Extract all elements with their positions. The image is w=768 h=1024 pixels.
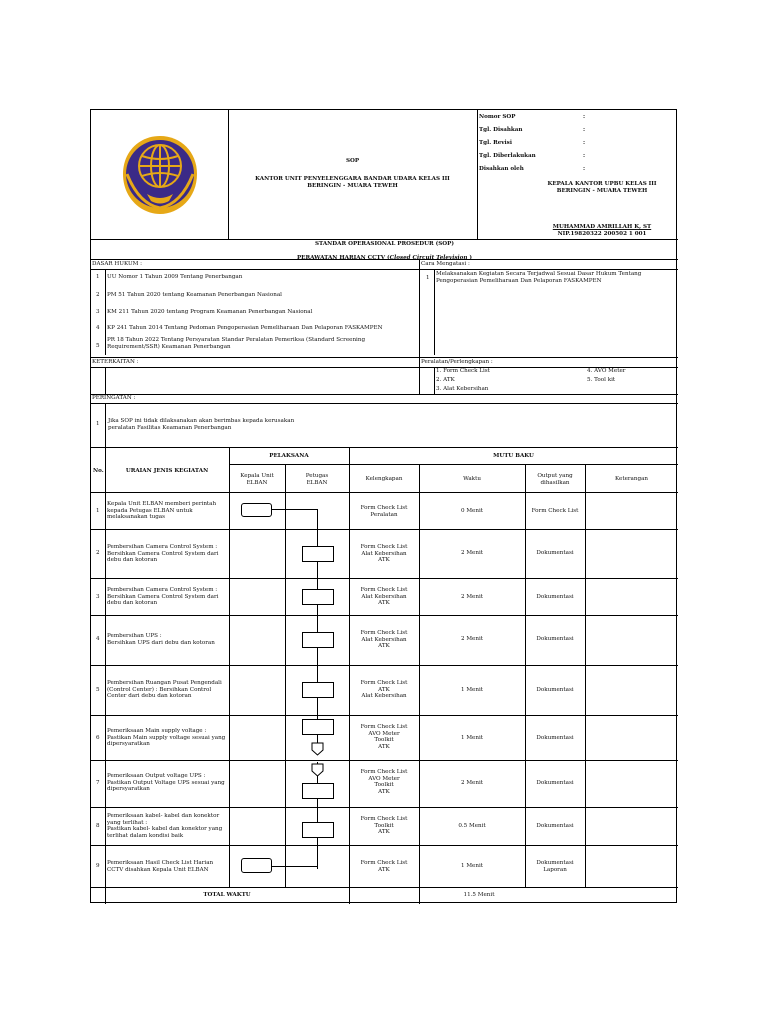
flow-offpage-connector — [311, 741, 324, 755]
flow-process-box — [302, 783, 334, 799]
total-value: 11.5 Menit — [463, 892, 495, 898]
approver-name: MUHAMMAD AMRILLAH K, ST — [552, 224, 652, 230]
flow-start-terminal — [241, 503, 272, 517]
flow-end-terminal — [241, 858, 272, 873]
sop-label: SOP — [345, 158, 360, 164]
sop-title-line2: PERAWATAN HARIAN CCTV (Closed Circuit Television ) — [296, 254, 473, 261]
sop-document: SOP KANTOR UNIT PENYELENGGARA BANDAR UDARA KELAS III BERINGIN - MUARA TEWEH Nomor SOP : Tgl. Disahkan : Tgl. Revisi : Tgl. Diberlakukan : Disahkan oleh : KEPALA KANTOR UPBU KELAS III BERINGIN - MUARA TEWEH MUHAMMAD AMRILLAH K, ST NIP.19820322 200502 1 001 STANDAR OPERASIONAL PROSEDUR (SOP) PERAWATAN HARIAN CCTV (Closed Circuit Television ) DASAR HUKUM : Cara Mengatasi : 1 UU Nomor 1 Tahun 2009 Tentang Penerbangan 2 PM 51 Tahun 2020 tentang Keamanan Penerbangan Nasional 3 KM 211 Tahun 2020 tentang Program Keamanan Penerbangan Nasional 4 KP 241 Tahun 2014 Tentang Pedoman Pengoperasian Pemeliharaan Dan Pelaporan FASKAMPEN 5 PR 18 Tahun 2022 Tentang Persyaratan Standar Peralatan Pemeriksa (Standard Screening Requirement/SSR) Keamanan Penerbangan 1 Melaksanakan Kegiatan Secara Terjadwal Sesuai Dasar Hukum Tentang Pengoperasian Pemeliharaan Dan Pelaporan FASKAMPEN KETERKAITAN : Peralatan/Perlengkapan : 1. Form Check List 2. ATK 3. Alat Kebersihan 4. AVO Meter 5. Tool kit PERINGATAN : 1 Jika SOP ini tidak dilaksanakan akan berimbas kepada kerusakan peralatan Fasilitas Keamanan Penerbangan No. URAIAN JENIS KEGIATAN PELAKSANA Kepala Unit ELBAN Petugas ELBAN MUTU BAKU Kelengkapan Waktu Output yang dihasilkan Keterangan 1 Kepala Unit ELBAN memberi perintah kepada Petugas ELBAN untuk melaksanakan tugas Form Check List Peralatan 0 Menit Form Check List 2 Pembersihan Camera Control System : Bersihkan Camera Control System dari debu dan kotoran Form Check List Alat Kebersihan ATK 2 Menit Dokumentasi 3 Pembersihan Camera Control System : Bersihkan Camera Control System dari debu dan kotoran Form Check List Alat Kebersihan ATK 2 Menit Dokumentasi 4 Pembersihan UPS : Bersihkan UPS dari debu dan kotoran Form Check List Alat Kebersihan ATK 2 Menit Dokumentasi 5 Pembersihan Ruangan Pusat Pengendali (Control Center) : Bersihkan Control Center dari debu dan kotoran Form Check List ATK Alat Kebersihan 1 Menit Dokumentasi 6 Pemeriksaan Main supply voltage : Pastikan Main supply voltage sesuai yang dipersyaratkan Form Check List AVO Meter Toolkit ATK 1 Menit Dokumentasi 7 Pemeriksaan Output voltage UPS : Pastikan Output Voltage UPS sesuai yang dipersyaratkan Form Check List AVO Meter Toolkit ATK 2 Menit Dokumentasi 8 Pemeriksaan kabel- kabel dan konektor yang terlihat : Pastikan kabel- kabel dan konektor yang terlihat dalam kondisi baik Form Check List Toolkit ATK 0.5 Menit Dokumentasi 9 Pemeriksaan Hasil Check List Harian CCTV disahkan Kepala Unit ELBAN Form Check List ATK 1 Menit Dokumentasi Laporan TOTAL WAKTU 11.5 Menit — [90, 109, 677, 903]
approver-nip: NIP.19820322 200502 1 001 — [557, 231, 647, 237]
approver-title: KEPALA KANTOR UPBU KELAS III BERINGIN - MUARA TEWEH — [547, 181, 657, 194]
total-label: TOTAL WAKTU — [203, 892, 251, 898]
peringatan-label: PERINGATAN : — [92, 395, 136, 401]
flow-process-box — [302, 546, 334, 562]
office-name: KANTOR UNIT PENYELENGGARA BANDAR UDARA KELAS III BERINGIN - MUARA TEWEH — [255, 176, 450, 189]
flow-offpage-connector — [311, 762, 324, 776]
flow-process-box — [302, 822, 334, 838]
logo — [119, 124, 201, 224]
peringatan-no: 1 — [96, 421, 100, 427]
flow-process-box — [302, 632, 334, 648]
flow-process-box — [302, 589, 334, 605]
keterkaitan-label: KETERKAITAN : — [92, 359, 139, 365]
sop-title-line1: STANDAR OPERASIONAL PROSEDUR (SOP) — [314, 241, 455, 247]
cara-mengatasi-label: Cara Mengatasi : — [421, 261, 470, 267]
flow-process-box — [302, 682, 334, 698]
peringatan-text: Jika SOP ini tidak dilaksanakan akan berimbas kepada kerusakan peralatan Fasilitas Keamanan Penerbangan — [108, 418, 295, 431]
flow-process-box — [302, 719, 334, 735]
dasar-hukum-label: DASAR HUKUM : — [92, 261, 143, 267]
peralatan-label: Peralatan/Perlengkapan : — [421, 359, 493, 365]
